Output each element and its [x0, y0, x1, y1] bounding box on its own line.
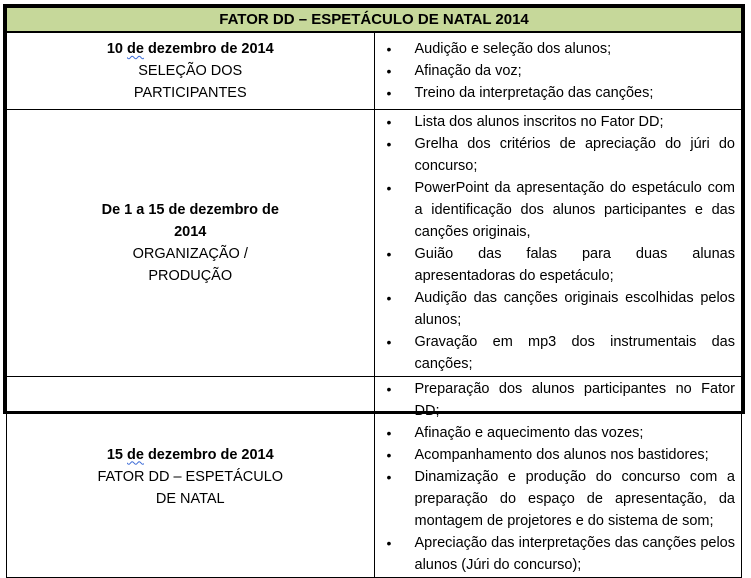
phase-label-line: FATOR DD – ESPETÁCULO [97, 468, 284, 485]
phase-date: 10 de dezembro de 2014 [106, 40, 274, 57]
list-item: • Gravação em mp3 dos instrumentais das canções; [385, 331, 736, 375]
list-item: • Apreciação das interpretações das canções pelos alunos (Júri do concurso); [385, 532, 736, 576]
phase-cell [7, 32, 375, 109]
list-item: • Audição e seleção dos alunos; [385, 38, 736, 60]
bullet-icon: • [386, 62, 392, 79]
task-list [385, 38, 736, 104]
list-item: • Afinação da voz; [385, 60, 736, 82]
bullet-icon: • [386, 468, 392, 485]
bullet-icon: • [386, 424, 392, 441]
phase-label-line: PRODUÇÃO [148, 267, 233, 284]
bullet-icon: • [386, 113, 392, 130]
bullet-icon: • [386, 333, 392, 350]
phase-date: De 1 a 15 de dezembro de [101, 201, 279, 218]
table-row [7, 32, 742, 109]
phase-cell [7, 376, 375, 577]
tasks-cell [374, 109, 742, 376]
list-item: • Treino da interpretação das canções; [385, 82, 736, 104]
bullet-icon: • [386, 380, 392, 397]
phase-date-year: 2014 [174, 223, 207, 240]
table-title: FATOR DD – ESPETÁCULO DE NATAL 2014 [7, 8, 742, 33]
bullet-icon: • [386, 446, 392, 463]
phase-label-line: DE NATAL [155, 490, 225, 507]
list-item: • Dinamização e produção do concurso com a preparação do espaço de apresentação, da montagem de projetores e do sistema de som; [385, 466, 736, 532]
bullet-icon: • [386, 84, 392, 101]
tasks-cell [374, 376, 742, 577]
tasks-cell [374, 32, 742, 109]
schedule-table-frame [3, 4, 745, 573]
table-row [7, 109, 742, 376]
bullet-icon: • [386, 534, 392, 551]
phase-label-line: SELEÇÃO DOS [138, 62, 243, 79]
table-row [7, 376, 742, 577]
list-item: • Acompanhamento dos alunos nos bastidores; [385, 444, 736, 466]
task-list [385, 111, 736, 375]
phase-cell [7, 109, 375, 376]
bullet-icon: • [386, 135, 392, 152]
list-item: • Lista dos alunos inscritos no Fator DD; [385, 111, 736, 133]
phase-label-line: PARTICIPANTES [133, 84, 247, 101]
list-item: • Guião das falas para duas alunas apresentadoras do espetáculo; [385, 243, 736, 287]
task-list [385, 378, 736, 576]
phase-date: 15 de dezembro de 2014 [106, 446, 274, 463]
phase-label-line: ORGANIZAÇÃO / [132, 245, 248, 262]
schedule-table [6, 7, 742, 578]
bullet-icon: • [386, 289, 392, 306]
list-item: • Grelha dos critérios de apreciação do júri do concurso; [385, 133, 736, 177]
list-item: • Afinação e aquecimento das vozes; [385, 422, 736, 444]
table-header-row [7, 8, 742, 33]
bullet-icon: • [386, 245, 392, 262]
bullet-icon: • [386, 179, 392, 196]
list-item: • PowerPoint da apresentação do espetáculo com a identificação dos alunos participantes e das canções originais, [385, 177, 736, 243]
bullet-icon: • [386, 40, 392, 57]
list-item: • Audição das canções originais escolhidas pelos alunos; [385, 287, 736, 331]
list-item: • Preparação dos alunos participantes no Fator DD; [385, 378, 736, 422]
